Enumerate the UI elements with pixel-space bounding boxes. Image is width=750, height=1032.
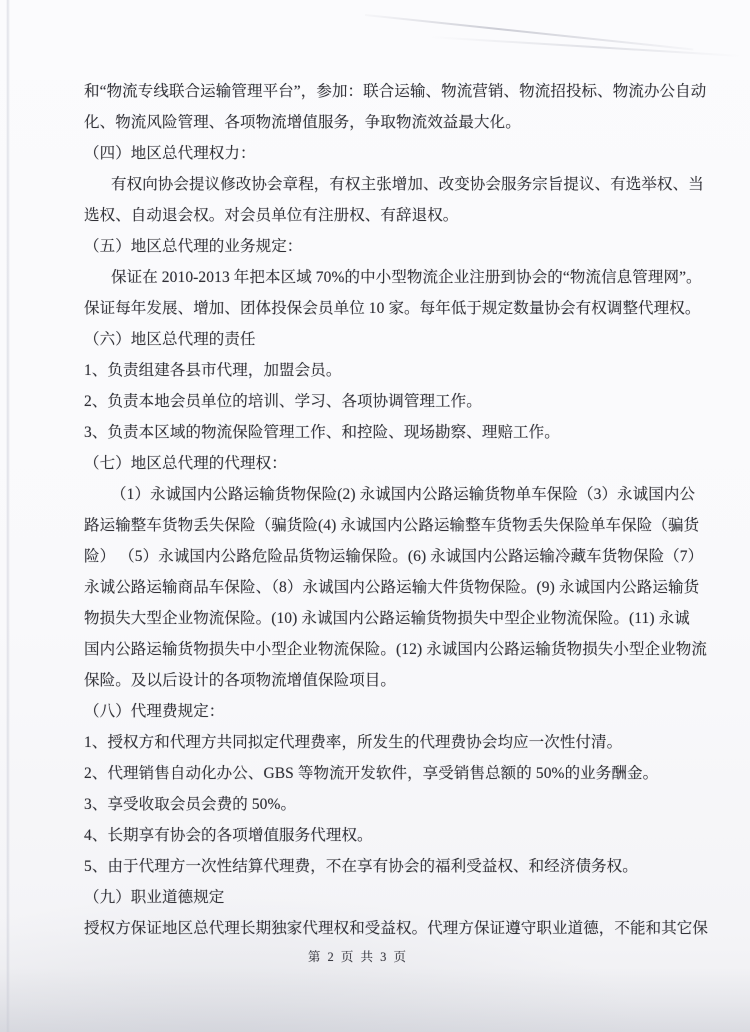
text-line: 3、享受收取会员会费的 50%。 (84, 796, 297, 813)
text-line: 保险。及以后设计的各项物流增值保险项目。 (84, 672, 397, 689)
text-line: 保证在 2010-2013 年把本区域 70%的中小型物流企业注册到协会的“物流信息管理网”。 (111, 269, 702, 286)
text-line: 5、由于代理方一次性结算代理费，不在享有协会的福利受益权、和经济债务权。 (84, 858, 638, 875)
text-line: （六）地区总代理的责任 (84, 331, 256, 348)
text-line: 3、负责本区域的物流保险管理工作、和控险、现场勘察、理赔工作。 (84, 424, 560, 441)
text-line: （九）职业道德规定 (84, 889, 225, 906)
text-line: 险） （5）永诚国内公路危险品货物运输保险。(6) 永诚国内公路运输冷藏车货物保险（7） (84, 548, 704, 565)
text-line: 路运输整车货物丢失保险（骗货险(4) 永诚国内公路运输整车货物丢失保险单车保险（骗货 (84, 517, 700, 534)
paper-crease (365, 14, 693, 50)
text-line: （七）地区总代理的代理权： (84, 455, 287, 472)
text-line: （四）地区总代理权力： (84, 145, 256, 162)
text-line: 1、负责组建各县市代理，加盟会员。 (84, 362, 342, 379)
text-line: 和“物流专线联合运输管理平台”，参加：联合运输、物流营销、物流招投标、物流办公自动 (84, 83, 707, 100)
text-line: 永诚公路运输商品车保险、（8）永诚国内公路运输大件货物保险。(9) 永诚国内公路运输货 (84, 579, 700, 596)
text-line: 国内公路运输货物损失中小型企业物流保险。(12) 永诚国内公路运输货物损失小型企业物流 (84, 641, 708, 658)
text-line: 授权方保证地区总代理长期独家代理权和受益权。代理方保证遵守职业道德，不能和其它保 (84, 920, 709, 937)
scan-bottom-shadow (0, 968, 750, 1032)
text-line: 选权、自动退会权。对会员单位有注册权、有辞退权。 (84, 207, 459, 224)
document-body (84, 76, 716, 944)
text-line: 有权向协会提议修改协会章程，有权主张增加、改变协会服务宗旨提议、有选举权、当 (111, 176, 704, 193)
text-line: 化、物流风险管理、各项物流增值服务，争取物流效益最大化。 (84, 114, 521, 131)
page-footer: 第 2 页 共 3 页 (307, 950, 409, 964)
text-line: 2、负责本地会员单位的培训、学习、各项协调管理工作。 (84, 393, 482, 410)
text-line: 保证每年发展、增加、团体投保会员单位 10 家。每年低于规定数量协会有权调整代理权。 (84, 300, 701, 317)
text-line: 物损失大型企业物流保险。(10) 永诚国内公路运输货物损失中型企业物流保险。(11) 永诚 (84, 610, 690, 627)
paper-left-edge-shadow (6, 0, 10, 1032)
text-line: （五）地区总代理的业务规定： (84, 238, 303, 255)
text-line: （1）永诚国内公路运输货物保险(2) 永诚国内公路运输货物单车保险（3）永诚国内公 (111, 486, 696, 503)
text-line: 1、授权方和代理方共同拟定代理费率，所发生的代理费协会均应一次性付清。 (84, 734, 623, 751)
text-line: 4、长期享有协会的各项增值服务代理权。 (84, 827, 373, 844)
text-line: 2、代理销售自动化办公、GBS 等物流开发软件，享受销售总额的 50%的业务酬金。 (84, 765, 659, 782)
text-line: （八）代理费规定： (84, 703, 225, 720)
